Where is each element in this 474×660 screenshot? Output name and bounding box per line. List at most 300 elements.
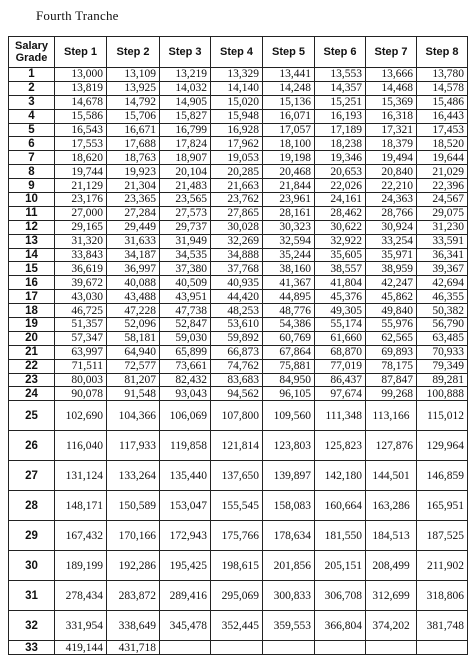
salary-grade-cell: 9 — [9, 179, 55, 193]
salary-value-cell — [263, 641, 315, 655]
salary-value-cell: 16,928 — [211, 123, 263, 137]
salary-value-cell: 93,043 — [160, 387, 211, 401]
table-row — [9, 137, 468, 151]
salary-value-cell: 47,738 — [160, 304, 211, 318]
salary-value-cell: 41,804 — [315, 276, 366, 290]
salary-value-cell: 31,230 — [417, 220, 468, 234]
salary-value-cell: 43,488 — [107, 290, 160, 304]
salary-value-cell: 17,688 — [107, 137, 160, 151]
salary-grade-cell: 12 — [9, 220, 55, 234]
salary-value-cell: 14,678 — [55, 95, 107, 109]
salary-value-cell: 23,365 — [107, 193, 160, 207]
salary-value-cell: 13,109 — [107, 68, 160, 82]
salary-grade-cell: 25 — [9, 401, 55, 431]
salary-value-cell: 189,199 — [55, 551, 107, 581]
salary-value-cell: 15,486 — [417, 95, 468, 109]
salary-value-cell: 56,790 — [417, 318, 468, 332]
salary-value-cell: 71,511 — [55, 359, 107, 373]
salary-value-cell: 155,545 — [211, 491, 263, 521]
salary-value-cell: 35,971 — [366, 248, 417, 262]
salary-grade-cell: 15 — [9, 262, 55, 276]
salary-value-cell: 19,744 — [55, 165, 107, 179]
salary-value-cell: 23,565 — [160, 193, 211, 207]
salary-value-cell — [211, 641, 263, 655]
salary-value-cell: 14,248 — [263, 81, 315, 95]
salary-grade-cell: 3 — [9, 95, 55, 109]
salary-value-cell: 44,895 — [263, 290, 315, 304]
salary-grade-cell: 1 — [9, 68, 55, 82]
salary-value-cell: 20,840 — [366, 165, 417, 179]
salary-value-cell: 50,382 — [417, 304, 468, 318]
salary-value-cell: 86,437 — [315, 373, 366, 387]
salary-value-cell: 21,129 — [55, 179, 107, 193]
salary-value-cell: 84,950 — [263, 373, 315, 387]
salary-value-cell: 34,888 — [211, 248, 263, 262]
table-row — [9, 276, 468, 290]
salary-value-cell: 131,124 — [55, 461, 107, 491]
table-row — [9, 81, 468, 95]
table-header-row — [9, 37, 468, 68]
salary-value-cell: 30,924 — [366, 220, 417, 234]
salary-value-cell — [417, 641, 468, 655]
salary-value-cell: 21,844 — [263, 179, 315, 193]
salary-value-cell: 28,161 — [263, 206, 315, 220]
table-row — [9, 331, 468, 345]
salary-value-cell: 59,892 — [211, 331, 263, 345]
salary-value-cell: 36,997 — [107, 262, 160, 276]
salary-value-cell: 125,823 — [315, 431, 366, 461]
salary-value-cell: 21,483 — [160, 179, 211, 193]
salary-value-cell: 53,610 — [211, 318, 263, 332]
salary-value-cell: 127,876 — [366, 431, 417, 461]
salary-grade-cell: 19 — [9, 318, 55, 332]
salary-value-cell: 106,069 — [160, 401, 211, 431]
salary-value-cell: 289,416 — [160, 581, 211, 611]
salary-value-cell: 163,286 — [366, 491, 417, 521]
salary-value-cell: 172,943 — [160, 521, 211, 551]
salary-value-cell: 33,843 — [55, 248, 107, 262]
salary-value-cell: 331,954 — [55, 611, 107, 641]
salary-value-cell: 64,940 — [107, 345, 160, 359]
salary-value-cell: 49,305 — [315, 304, 366, 318]
salary-value-cell: 175,766 — [211, 521, 263, 551]
salary-grade-cell: 16 — [9, 276, 55, 290]
salary-value-cell: 33,591 — [417, 234, 468, 248]
salary-value-cell: 123,803 — [263, 431, 315, 461]
salary-value-cell: 73,661 — [160, 359, 211, 373]
salary-grade-cell: 29 — [9, 521, 55, 551]
salary-value-cell: 35,605 — [315, 248, 366, 262]
salary-value-cell: 28,766 — [366, 206, 417, 220]
salary-value-cell: 24,161 — [315, 193, 366, 207]
table-row — [9, 123, 468, 137]
column-header: Step 7 — [366, 37, 417, 68]
salary-grade-cell: 13 — [9, 234, 55, 248]
salary-value-cell: 90,078 — [55, 387, 107, 401]
salary-value-cell: 21,029 — [417, 165, 468, 179]
salary-value-cell: 40,088 — [107, 276, 160, 290]
table-row — [9, 551, 468, 581]
table-row — [9, 109, 468, 123]
salary-value-cell: 318,806 — [417, 581, 468, 611]
salary-value-cell: 32,922 — [315, 234, 366, 248]
salary-value-cell: 63,485 — [417, 331, 468, 345]
salary-value-cell: 184,513 — [366, 521, 417, 551]
table-row — [9, 641, 468, 655]
table-row — [9, 521, 468, 551]
salary-value-cell: 38,959 — [366, 262, 417, 276]
salary-value-cell: 15,586 — [55, 109, 107, 123]
salary-value-cell: 18,100 — [263, 137, 315, 151]
salary-value-cell: 170,166 — [107, 521, 160, 551]
salary-value-cell: 312,699 — [366, 581, 417, 611]
salary-value-cell: 374,202 — [366, 611, 417, 641]
salary-grade-cell: 14 — [9, 248, 55, 262]
salary-grade-cell: 32 — [9, 611, 55, 641]
salary-value-cell: 74,762 — [211, 359, 263, 373]
salary-value-cell: 13,666 — [366, 68, 417, 82]
salary-value-cell: 42,694 — [417, 276, 468, 290]
salary-value-cell: 89,281 — [417, 373, 468, 387]
table-row — [9, 220, 468, 234]
salary-grade-cell: 26 — [9, 431, 55, 461]
salary-value-cell: 48,776 — [263, 304, 315, 318]
salary-value-cell: 16,671 — [107, 123, 160, 137]
salary-value-cell: 20,104 — [160, 165, 211, 179]
salary-value-cell: 46,725 — [55, 304, 107, 318]
salary-value-cell: 31,949 — [160, 234, 211, 248]
salary-value-cell: 18,238 — [315, 137, 366, 151]
salary-value-cell: 47,228 — [107, 304, 160, 318]
salary-value-cell: 62,565 — [366, 331, 417, 345]
salary-value-cell: 54,386 — [263, 318, 315, 332]
salary-value-cell: 96,105 — [263, 387, 315, 401]
salary-value-cell: 17,824 — [160, 137, 211, 151]
salary-value-cell: 81,207 — [107, 373, 160, 387]
salary-value-cell: 15,020 — [211, 95, 263, 109]
salary-value-cell: 39,367 — [417, 262, 468, 276]
salary-grade-cell: 17 — [9, 290, 55, 304]
salary-value-cell: 181,550 — [315, 521, 366, 551]
salary-value-cell: 67,864 — [263, 345, 315, 359]
salary-value-cell: 135,440 — [160, 461, 211, 491]
salary-value-cell: 381,748 — [417, 611, 468, 641]
salary-value-cell: 20,653 — [315, 165, 366, 179]
salary-value-cell: 109,560 — [263, 401, 315, 431]
salary-grade-cell: 11 — [9, 206, 55, 220]
salary-value-cell: 80,003 — [55, 373, 107, 387]
salary-value-cell: 75,881 — [263, 359, 315, 373]
column-header: Step 3 — [160, 37, 211, 68]
salary-value-cell: 345,478 — [160, 611, 211, 641]
column-header: Step 2 — [107, 37, 160, 68]
salary-value-cell: 27,284 — [107, 206, 160, 220]
salary-value-cell: 113,166 — [366, 401, 417, 431]
salary-value-cell: 16,543 — [55, 123, 107, 137]
salary-value-cell: 40,509 — [160, 276, 211, 290]
salary-value-cell: 115,012 — [417, 401, 468, 431]
salary-value-cell: 19,923 — [107, 165, 160, 179]
salary-value-cell: 39,672 — [55, 276, 107, 290]
salary-grade-cell: 18 — [9, 304, 55, 318]
salary-value-cell: 15,948 — [211, 109, 263, 123]
salary-value-cell: 13,219 — [160, 68, 211, 82]
salary-value-cell: 129,964 — [417, 431, 468, 461]
salary-value-cell: 14,032 — [160, 81, 211, 95]
salary-value-cell: 158,083 — [263, 491, 315, 521]
salary-value-cell: 58,181 — [107, 331, 160, 345]
salary-value-cell: 14,792 — [107, 95, 160, 109]
salary-value-cell: 295,069 — [211, 581, 263, 611]
salary-value-cell: 139,897 — [263, 461, 315, 491]
salary-value-cell: 30,323 — [263, 220, 315, 234]
salary-value-cell: 79,349 — [417, 359, 468, 373]
salary-value-cell: 431,718 — [107, 641, 160, 655]
salary-value-cell: 150,589 — [107, 491, 160, 521]
salary-value-cell: 15,136 — [263, 95, 315, 109]
salary-value-cell: 419,144 — [55, 641, 107, 655]
column-header: Salary Grade — [9, 37, 55, 68]
column-header: Step 1 — [55, 37, 107, 68]
table-row — [9, 345, 468, 359]
salary-grade-cell: 23 — [9, 373, 55, 387]
salary-grade-cell: 21 — [9, 345, 55, 359]
salary-value-cell: 17,553 — [55, 137, 107, 151]
salary-value-cell: 51,357 — [55, 318, 107, 332]
salary-value-cell: 205,151 — [315, 551, 366, 581]
table-row — [9, 491, 468, 521]
salary-grade-cell: 8 — [9, 165, 55, 179]
salary-value-cell: 148,171 — [55, 491, 107, 521]
salary-grade-cell: 33 — [9, 641, 55, 655]
salary-value-cell: 41,367 — [263, 276, 315, 290]
table-row — [9, 95, 468, 109]
salary-value-cell: 192,286 — [107, 551, 160, 581]
table-row — [9, 234, 468, 248]
salary-value-cell: 14,905 — [160, 95, 211, 109]
table-row — [9, 151, 468, 165]
salary-value-cell: 13,780 — [417, 68, 468, 82]
table-row — [9, 387, 468, 401]
salary-value-cell: 27,865 — [211, 206, 263, 220]
table-row — [9, 461, 468, 491]
salary-value-cell: 102,690 — [55, 401, 107, 431]
salary-value-cell: 13,925 — [107, 81, 160, 95]
salary-value-cell: 18,379 — [366, 137, 417, 151]
salary-value-cell: 66,873 — [211, 345, 263, 359]
salary-value-cell: 153,047 — [160, 491, 211, 521]
salary-value-cell: 49,840 — [366, 304, 417, 318]
salary-table — [8, 36, 468, 655]
salary-grade-cell: 10 — [9, 193, 55, 207]
salary-value-cell: 22,026 — [315, 179, 366, 193]
salary-value-cell: 20,468 — [263, 165, 315, 179]
salary-value-cell: 55,174 — [315, 318, 366, 332]
salary-value-cell: 119,858 — [160, 431, 211, 461]
salary-grade-cell: 2 — [9, 81, 55, 95]
salary-value-cell: 29,165 — [55, 220, 107, 234]
salary-value-cell: 15,827 — [160, 109, 211, 123]
salary-value-cell — [366, 641, 417, 655]
salary-value-cell: 13,000 — [55, 68, 107, 82]
salary-value-cell: 111,348 — [315, 401, 366, 431]
salary-value-cell: 16,071 — [263, 109, 315, 123]
salary-grade-cell: 27 — [9, 461, 55, 491]
salary-value-cell: 17,189 — [315, 123, 366, 137]
salary-value-cell: 17,453 — [417, 123, 468, 137]
salary-value-cell: 17,321 — [366, 123, 417, 137]
salary-value-cell: 16,193 — [315, 109, 366, 123]
salary-value-cell — [160, 641, 211, 655]
salary-value-cell: 94,562 — [211, 387, 263, 401]
salary-value-cell: 201,856 — [263, 551, 315, 581]
salary-value-cell: 137,650 — [211, 461, 263, 491]
salary-value-cell: 19,644 — [417, 151, 468, 165]
salary-value-cell: 65,899 — [160, 345, 211, 359]
salary-value-cell: 14,468 — [366, 81, 417, 95]
salary-value-cell: 278,434 — [55, 581, 107, 611]
salary-value-cell: 24,363 — [366, 193, 417, 207]
salary-value-cell: 38,557 — [315, 262, 366, 276]
table-row — [9, 318, 468, 332]
salary-value-cell: 29,075 — [417, 206, 468, 220]
salary-value-cell: 19,053 — [211, 151, 263, 165]
salary-value-cell: 19,346 — [315, 151, 366, 165]
salary-value-cell: 40,935 — [211, 276, 263, 290]
salary-value-cell: 36,341 — [417, 248, 468, 262]
salary-value-cell: 208,499 — [366, 551, 417, 581]
table-row — [9, 373, 468, 387]
salary-value-cell: 178,634 — [263, 521, 315, 551]
salary-value-cell: 68,870 — [315, 345, 366, 359]
salary-value-cell: 34,535 — [160, 248, 211, 262]
salary-grade-cell: 28 — [9, 491, 55, 521]
table-row — [9, 611, 468, 641]
salary-grade-cell: 31 — [9, 581, 55, 611]
salary-value-cell: 17,962 — [211, 137, 263, 151]
salary-grade-cell: 22 — [9, 359, 55, 373]
salary-value-cell: 187,525 — [417, 521, 468, 551]
salary-value-cell: 48,253 — [211, 304, 263, 318]
salary-value-cell: 23,176 — [55, 193, 107, 207]
column-header: Step 4 — [211, 37, 263, 68]
salary-value-cell: 43,951 — [160, 290, 211, 304]
salary-value-cell: 33,254 — [366, 234, 417, 248]
salary-value-cell: 87,847 — [366, 373, 417, 387]
table-row — [9, 359, 468, 373]
page-title: Fourth Tranche — [36, 8, 119, 23]
salary-value-cell: 44,420 — [211, 290, 263, 304]
salary-value-cell: 42,247 — [366, 276, 417, 290]
salary-value-cell: 283,872 — [107, 581, 160, 611]
salary-value-cell: 22,396 — [417, 179, 468, 193]
salary-value-cell: 52,847 — [160, 318, 211, 332]
salary-value-cell: 15,706 — [107, 109, 160, 123]
salary-value-cell: 165,951 — [417, 491, 468, 521]
salary-value-cell: 20,285 — [211, 165, 263, 179]
salary-value-cell: 100,888 — [417, 387, 468, 401]
salary-value-cell: 13,441 — [263, 68, 315, 82]
salary-value-cell: 18,907 — [160, 151, 211, 165]
salary-value-cell: 72,577 — [107, 359, 160, 373]
salary-value-cell: 116,040 — [55, 431, 107, 461]
salary-value-cell: 104,366 — [107, 401, 160, 431]
salary-value-cell: 195,425 — [160, 551, 211, 581]
salary-value-cell: 15,251 — [315, 95, 366, 109]
salary-value-cell: 167,432 — [55, 521, 107, 551]
salary-value-cell: 31,320 — [55, 234, 107, 248]
column-header: Step 6 — [315, 37, 366, 68]
salary-value-cell: 38,160 — [263, 262, 315, 276]
salary-value-cell: 19,198 — [263, 151, 315, 165]
salary-grade-cell: 24 — [9, 387, 55, 401]
salary-grade-cell: 20 — [9, 331, 55, 345]
salary-value-cell: 160,664 — [315, 491, 366, 521]
salary-value-cell: 69,893 — [366, 345, 417, 359]
salary-value-cell: 13,553 — [315, 68, 366, 82]
salary-value-cell: 17,057 — [263, 123, 315, 137]
salary-value-cell: 146,859 — [417, 461, 468, 491]
table-row — [9, 431, 468, 461]
salary-value-cell: 55,976 — [366, 318, 417, 332]
salary-grade-cell: 6 — [9, 137, 55, 151]
salary-value-cell: 15,369 — [366, 95, 417, 109]
salary-value-cell: 82,432 — [160, 373, 211, 387]
salary-value-cell: 45,862 — [366, 290, 417, 304]
salary-value-cell: 14,578 — [417, 81, 468, 95]
salary-value-cell: 97,674 — [315, 387, 366, 401]
salary-value-cell: 29,737 — [160, 220, 211, 234]
salary-value-cell: 338,649 — [107, 611, 160, 641]
salary-value-cell: 19,494 — [366, 151, 417, 165]
salary-value-cell: 63,997 — [55, 345, 107, 359]
salary-value-cell: 57,347 — [55, 331, 107, 345]
salary-value-cell: 13,329 — [211, 68, 263, 82]
salary-value-cell: 18,520 — [417, 137, 468, 151]
salary-value-cell: 36,619 — [55, 262, 107, 276]
salary-value-cell: 60,769 — [263, 331, 315, 345]
salary-grade-cell: 4 — [9, 109, 55, 123]
salary-value-cell: 352,445 — [211, 611, 263, 641]
salary-value-cell: 22,210 — [366, 179, 417, 193]
salary-value-cell: 46,355 — [417, 290, 468, 304]
salary-value-cell: 83,683 — [211, 373, 263, 387]
salary-value-cell: 16,443 — [417, 109, 468, 123]
salary-value-cell: 211,902 — [417, 551, 468, 581]
table-row — [9, 165, 468, 179]
salary-value-cell: 28,462 — [315, 206, 366, 220]
salary-grade-cell: 7 — [9, 151, 55, 165]
salary-value-cell: 306,708 — [315, 581, 366, 611]
salary-value-cell: 18,763 — [107, 151, 160, 165]
column-header: Step 5 — [263, 37, 315, 68]
salary-value-cell: 35,244 — [263, 248, 315, 262]
table-row — [9, 206, 468, 220]
salary-value-cell: 78,175 — [366, 359, 417, 373]
salary-grade-cell: 5 — [9, 123, 55, 137]
salary-value-cell: 34,187 — [107, 248, 160, 262]
salary-value-cell: 24,567 — [417, 193, 468, 207]
salary-value-cell: 23,762 — [211, 193, 263, 207]
table-row — [9, 290, 468, 304]
salary-value-cell: 121,814 — [211, 431, 263, 461]
salary-value-cell: 32,594 — [263, 234, 315, 248]
table-row — [9, 179, 468, 193]
salary-value-cell: 70,933 — [417, 345, 468, 359]
salary-value-cell: 18,620 — [55, 151, 107, 165]
salary-value-cell: 300,833 — [263, 581, 315, 611]
table-row — [9, 581, 468, 611]
